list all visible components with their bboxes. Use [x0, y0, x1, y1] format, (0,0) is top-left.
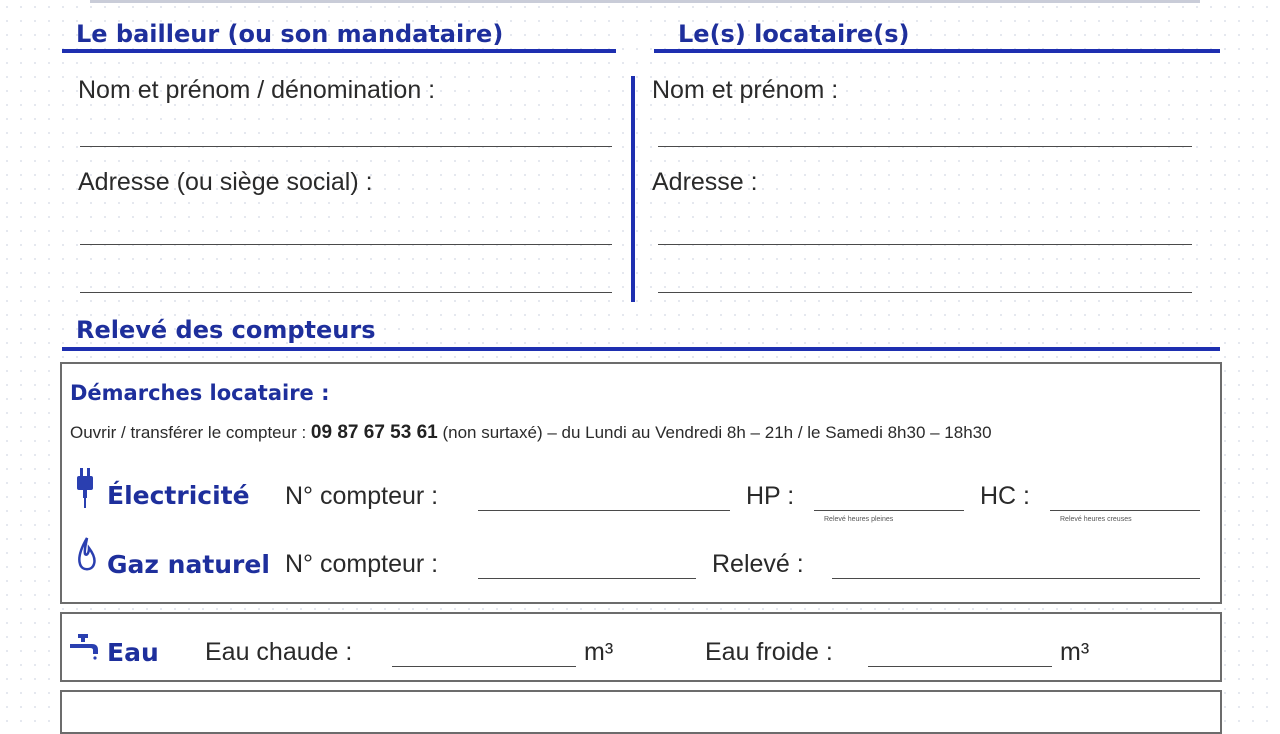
electricite-label: Électricité	[107, 481, 250, 510]
gaz-releve-field[interactable]	[832, 578, 1200, 579]
gaz-releve-label: Relevé :	[712, 550, 804, 578]
eau-froide-field[interactable]	[868, 666, 1052, 667]
locataire-address-field-2[interactable]	[658, 292, 1192, 293]
eau-label: Eau	[107, 638, 159, 667]
electricite-hp-field[interactable]	[814, 510, 964, 511]
bailleur-address-field-1[interactable]	[80, 244, 612, 245]
next-box	[60, 690, 1222, 734]
electricite-hc-field[interactable]	[1050, 510, 1200, 511]
eau-chaude-field[interactable]	[392, 666, 576, 667]
locataire-title: Le(s) locataire(s)	[678, 20, 910, 48]
info-suffix: (non surtaxé) – du Lundi au Vendredi 8h – 21h / le Samedi 8h30 – 18h30	[442, 423, 992, 442]
electricite-hc-label: HC :	[980, 482, 1030, 510]
electricite-hp-label: HP :	[746, 482, 795, 510]
top-rule	[90, 0, 1200, 3]
bailleur-address-label: Adresse (ou siège social) :	[78, 168, 373, 196]
compteurs-title: Relevé des compteurs	[76, 316, 376, 344]
bailleur-name-field[interactable]	[80, 146, 612, 147]
locataire-address-field-1[interactable]	[658, 244, 1192, 245]
gaz-meter-label: N° compteur :	[285, 550, 439, 578]
column-divider	[631, 76, 635, 302]
plug-icon	[74, 466, 96, 510]
compteurs-title-rule	[62, 347, 1220, 351]
demarches-info	[70, 422, 992, 444]
bailleur-name-label: Nom et prénom / dénomination :	[78, 76, 436, 104]
locataire-title-rule	[654, 49, 1220, 53]
eau-froide-unit: m³	[1060, 638, 1090, 666]
flame-icon	[76, 536, 98, 574]
eau-froide-label: Eau froide :	[705, 638, 833, 666]
gaz-label: Gaz naturel	[107, 550, 270, 579]
electricite-hp-hint: Relevé heures pleines	[824, 516, 894, 523]
locataire-name-field[interactable]	[658, 146, 1192, 147]
phone-number: 09 87 67 53 61	[310, 422, 438, 443]
electricite-hc-hint: Relevé heures creuses	[1060, 516, 1132, 523]
locataire-name-label: Nom et prénom :	[652, 76, 839, 104]
faucet-icon	[68, 632, 100, 660]
electricite-meter-label: N° compteur :	[285, 482, 439, 510]
bailleur-title: Le bailleur (ou son mandataire)	[76, 20, 504, 48]
gaz-meter-field[interactable]	[478, 578, 696, 579]
bailleur-address-field-2[interactable]	[80, 292, 612, 293]
locataire-address-label: Adresse :	[652, 168, 758, 196]
electricite-meter-field[interactable]	[478, 510, 730, 511]
eau-chaude-unit: m³	[584, 638, 614, 666]
bailleur-title-rule	[62, 49, 616, 53]
eau-chaude-label: Eau chaude :	[205, 638, 353, 666]
info-prefix: Ouvrir / transférer le compteur :	[70, 423, 307, 442]
demarches-title: Démarches locataire :	[70, 381, 330, 405]
